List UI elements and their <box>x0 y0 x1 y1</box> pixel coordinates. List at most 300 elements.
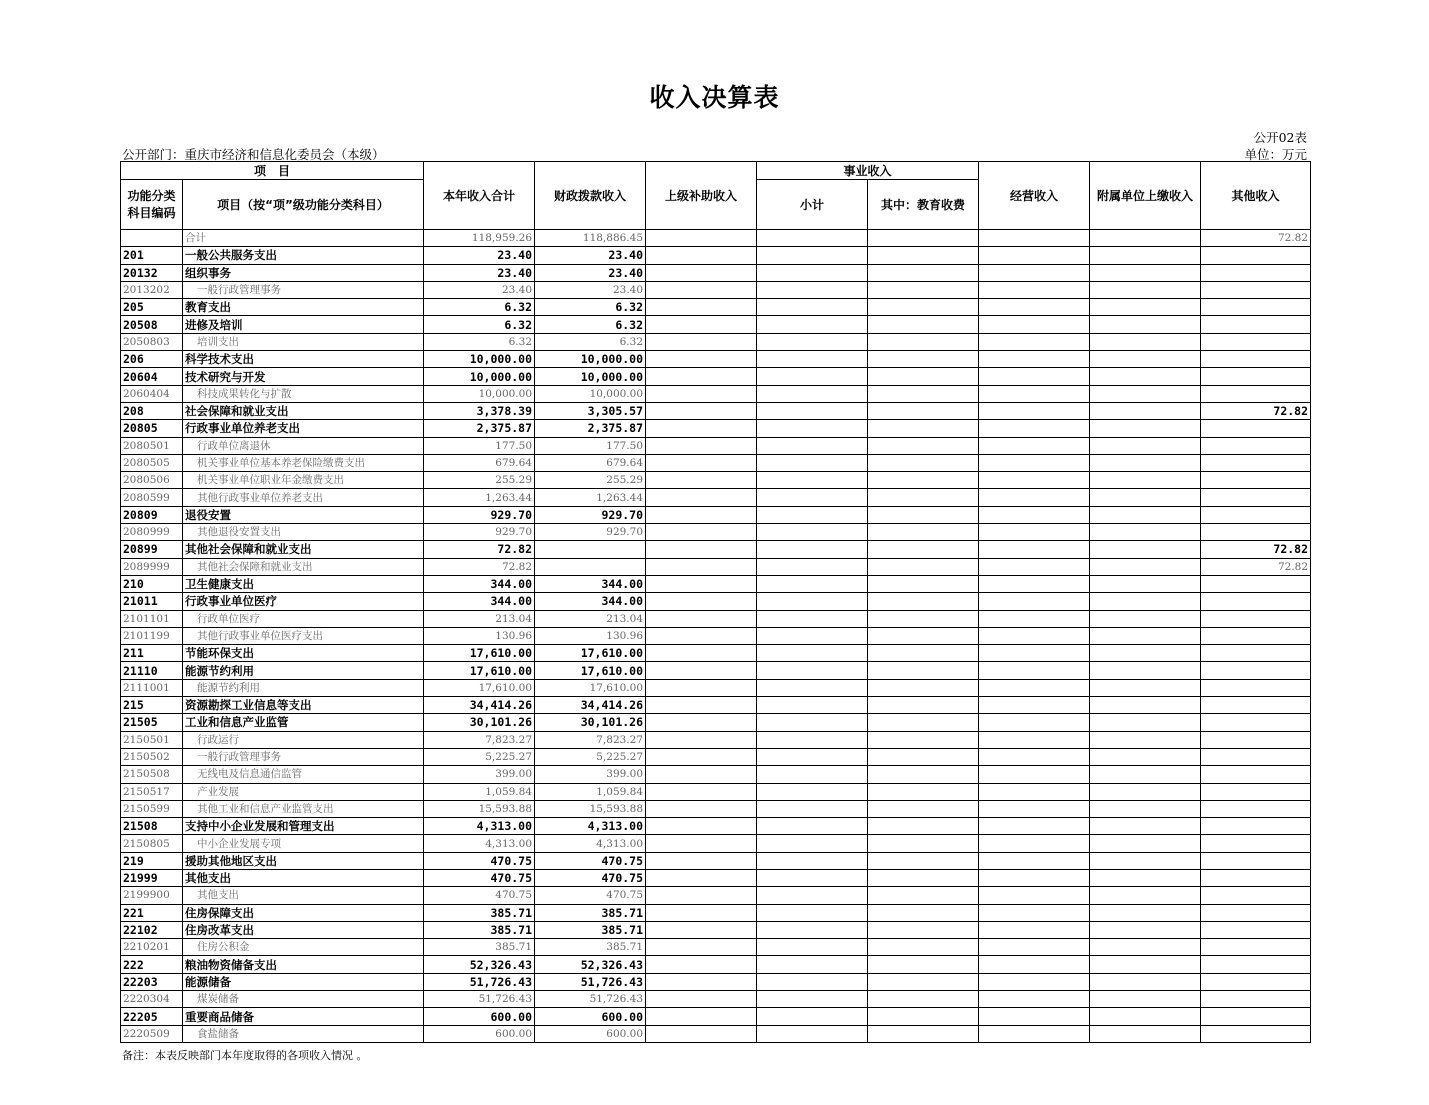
row-affiliated <box>1090 506 1201 523</box>
row-affiliated <box>1090 800 1201 817</box>
table-row <box>121 610 1311 627</box>
row-name: 行政事业单位医疗 <box>183 593 424 610</box>
row-fiscal: 17,610.00 <box>535 662 646 679</box>
table-row <box>121 939 1311 956</box>
row-superior <box>646 869 757 886</box>
row-code: 2150517 <box>121 783 183 800</box>
row-business <box>979 230 1090 247</box>
row-shiye-subtotal <box>757 230 868 247</box>
row-name: 援助其他地区支出 <box>183 852 424 869</box>
row-affiliated <box>1090 385 1201 402</box>
row-total: 385.71 <box>424 921 535 938</box>
row-fiscal: 6.32 <box>535 299 646 316</box>
row-affiliated <box>1090 610 1201 627</box>
row-business <box>979 610 1090 627</box>
row-business <box>979 558 1090 575</box>
row-other <box>1201 316 1311 333</box>
row-total: 344.00 <box>424 593 535 610</box>
table-row <box>121 247 1311 264</box>
row-fiscal: 23.40 <box>535 264 646 281</box>
row-business <box>979 818 1090 835</box>
row-other <box>1201 800 1311 817</box>
row-edu <box>868 420 979 437</box>
row-fiscal: 130.96 <box>535 627 646 644</box>
row-other <box>1201 368 1311 385</box>
table-row <box>121 921 1311 938</box>
table-body <box>121 230 1311 1043</box>
row-business <box>979 420 1090 437</box>
table-row <box>121 991 1311 1008</box>
row-name: 能源节约利用 <box>183 679 424 696</box>
row-affiliated <box>1090 627 1201 644</box>
page-title: 收入决算表 <box>649 83 780 112</box>
table-row <box>121 627 1311 644</box>
row-affiliated <box>1090 402 1201 419</box>
row-code: 211 <box>121 645 183 662</box>
row-total: 470.75 <box>424 852 535 869</box>
header-fiscal: 财政拨款收入 <box>535 162 646 230</box>
row-edu <box>868 281 979 298</box>
row-name: 培训支出 <box>183 333 424 350</box>
row-name: 支持中小企业发展和管理支出 <box>183 818 424 835</box>
row-business <box>979 835 1090 852</box>
row-business <box>979 385 1090 402</box>
row-business <box>979 316 1090 333</box>
row-code: 219 <box>121 852 183 869</box>
row-fiscal: 4,313.00 <box>535 818 646 835</box>
header-code: 功能分类科目编码 <box>121 180 183 230</box>
row-code: 21999 <box>121 869 183 886</box>
row-shiye-subtotal <box>757 748 868 765</box>
row-other <box>1201 731 1311 748</box>
row-name: 住房公积金 <box>183 939 424 956</box>
table-row <box>121 731 1311 748</box>
header-subtotal: 小计 <box>757 180 868 230</box>
row-other <box>1201 472 1311 489</box>
row-superior <box>646 316 757 333</box>
row-superior <box>646 973 757 990</box>
row-business <box>979 748 1090 765</box>
row-other <box>1201 714 1311 731</box>
row-edu <box>868 299 979 316</box>
row-fiscal: 52,326.43 <box>535 956 646 973</box>
row-name: 教育支出 <box>183 299 424 316</box>
row-edu <box>868 506 979 523</box>
row-shiye-subtotal <box>757 679 868 696</box>
row-fiscal: 15,593.88 <box>535 800 646 817</box>
row-name: 其他社会保障和就业支出 <box>183 541 424 558</box>
row-other <box>1201 247 1311 264</box>
row-other <box>1201 351 1311 368</box>
row-code: 2101199 <box>121 627 183 644</box>
row-fiscal: 118,886.45 <box>535 230 646 247</box>
row-shiye-subtotal <box>757 506 868 523</box>
row-superior <box>646 281 757 298</box>
row-other <box>1201 627 1311 644</box>
row-fiscal: 1,263.44 <box>535 489 646 506</box>
row-affiliated <box>1090 939 1201 956</box>
row-fiscal: 385.71 <box>535 921 646 938</box>
table-row <box>121 541 1311 558</box>
row-affiliated <box>1090 575 1201 592</box>
row-superior <box>646 541 757 558</box>
row-fiscal: 3,305.57 <box>535 402 646 419</box>
row-shiye-subtotal <box>757 489 868 506</box>
row-superior <box>646 956 757 973</box>
row-fiscal: 470.75 <box>535 852 646 869</box>
row-edu <box>868 385 979 402</box>
table-row <box>121 1008 1311 1025</box>
row-business <box>979 869 1090 886</box>
row-business <box>979 904 1090 921</box>
row-code: 20604 <box>121 368 183 385</box>
row-other <box>1201 662 1311 679</box>
row-affiliated <box>1090 368 1201 385</box>
row-total: 34,414.26 <box>424 697 535 714</box>
row-fiscal: 6.32 <box>535 316 646 333</box>
row-affiliated <box>1090 973 1201 990</box>
row-business <box>979 489 1090 506</box>
row-fiscal: 385.71 <box>535 904 646 921</box>
row-affiliated <box>1090 489 1201 506</box>
row-affiliated <box>1090 869 1201 886</box>
row-business <box>979 264 1090 281</box>
row-fiscal: 1,059.84 <box>535 783 646 800</box>
row-name: 进修及培训 <box>183 316 424 333</box>
row-total: 10,000.00 <box>424 351 535 368</box>
row-total: 385.71 <box>424 939 535 956</box>
row-code: 2080506 <box>121 472 183 489</box>
row-total: 213.04 <box>424 610 535 627</box>
row-superior <box>646 575 757 592</box>
row-code: 20809 <box>121 506 183 523</box>
row-edu <box>868 454 979 471</box>
row-code: 2080599 <box>121 489 183 506</box>
row-shiye-subtotal <box>757 852 868 869</box>
row-code: 2150501 <box>121 731 183 748</box>
row-total: 4,313.00 <box>424 835 535 852</box>
row-business <box>979 973 1090 990</box>
row-superior <box>646 385 757 402</box>
row-affiliated <box>1090 247 1201 264</box>
row-business <box>979 645 1090 662</box>
row-total: 7,823.27 <box>424 731 535 748</box>
row-affiliated <box>1090 766 1201 783</box>
row-business <box>979 454 1090 471</box>
row-total: 15,593.88 <box>424 800 535 817</box>
row-edu <box>868 472 979 489</box>
row-business <box>979 299 1090 316</box>
row-name: 其他行政事业单位医疗支出 <box>183 627 424 644</box>
row-shiye-subtotal <box>757 973 868 990</box>
row-other <box>1201 887 1311 904</box>
row-affiliated <box>1090 697 1201 714</box>
row-other <box>1201 1008 1311 1025</box>
row-superior <box>646 748 757 765</box>
row-total: 6.32 <box>424 333 535 350</box>
row-superior <box>646 731 757 748</box>
table-row <box>121 281 1311 298</box>
row-business <box>979 281 1090 298</box>
table-row <box>121 869 1311 886</box>
row-superior <box>646 593 757 610</box>
row-superior <box>646 247 757 264</box>
row-edu <box>868 973 979 990</box>
row-code: 21110 <box>121 662 183 679</box>
row-edu <box>868 610 979 627</box>
row-fiscal <box>535 541 646 558</box>
row-other <box>1201 264 1311 281</box>
row-total: 17,610.00 <box>424 645 535 662</box>
table-row <box>121 818 1311 835</box>
row-code: 21011 <box>121 593 183 610</box>
row-shiye-subtotal <box>757 1008 868 1025</box>
row-other: 72.82 <box>1201 230 1311 247</box>
footnote: 备注：本表反映部门本年度取得的各项收入情况 。 <box>122 1049 368 1062</box>
row-code: 2199900 <box>121 887 183 904</box>
row-name: 一般行政管理事务 <box>183 748 424 765</box>
row-affiliated <box>1090 299 1201 316</box>
row-total: 51,726.43 <box>424 973 535 990</box>
row-affiliated <box>1090 1025 1201 1042</box>
row-superior <box>646 645 757 662</box>
row-business <box>979 575 1090 592</box>
row-shiye-subtotal <box>757 783 868 800</box>
row-shiye-subtotal <box>757 645 868 662</box>
row-name: 科技成果转化与扩散 <box>183 385 424 402</box>
row-fiscal: 177.50 <box>535 437 646 454</box>
row-other <box>1201 1025 1311 1042</box>
row-fiscal: 51,726.43 <box>535 973 646 990</box>
row-code: 205 <box>121 299 183 316</box>
department-label: 公开部门：重庆市经济和信息化委员会（本级） <box>122 147 385 162</box>
row-other <box>1201 385 1311 402</box>
row-affiliated <box>1090 714 1201 731</box>
row-name: 组织事务 <box>183 264 424 281</box>
row-business <box>979 351 1090 368</box>
row-business <box>979 697 1090 714</box>
row-total: 118,959.26 <box>424 230 535 247</box>
row-affiliated <box>1090 887 1201 904</box>
row-total: 470.75 <box>424 887 535 904</box>
row-name: 一般公共服务支出 <box>183 247 424 264</box>
row-shiye-subtotal <box>757 437 868 454</box>
row-name: 卫生健康支出 <box>183 575 424 592</box>
row-superior <box>646 852 757 869</box>
row-affiliated <box>1090 541 1201 558</box>
row-code: 2150599 <box>121 800 183 817</box>
row-other: 72.82 <box>1201 541 1311 558</box>
row-code: 2111001 <box>121 679 183 696</box>
row-fiscal: 600.00 <box>535 1025 646 1042</box>
row-other <box>1201 679 1311 696</box>
row-superior <box>646 472 757 489</box>
row-shiye-subtotal <box>757 818 868 835</box>
row-fiscal: 10,000.00 <box>535 368 646 385</box>
form-number: 公开02表 <box>1253 130 1307 145</box>
row-total: 470.75 <box>424 869 535 886</box>
row-other <box>1201 835 1311 852</box>
row-other <box>1201 420 1311 437</box>
row-name: 退役安置 <box>183 506 424 523</box>
row-other <box>1201 593 1311 610</box>
row-code: 22102 <box>121 921 183 938</box>
row-code <box>121 230 183 247</box>
row-affiliated <box>1090 437 1201 454</box>
row-edu <box>868 247 979 264</box>
row-superior <box>646 627 757 644</box>
table-row <box>121 766 1311 783</box>
row-code: 2013202 <box>121 281 183 298</box>
row-total: 52,326.43 <box>424 956 535 973</box>
row-superior <box>646 714 757 731</box>
row-fiscal: 470.75 <box>535 887 646 904</box>
row-edu <box>868 679 979 696</box>
row-name: 无线电及信息通信监管 <box>183 766 424 783</box>
row-name: 工业和信息产业监管 <box>183 714 424 731</box>
row-name: 行政事业单位养老支出 <box>183 420 424 437</box>
row-fiscal: 30,101.26 <box>535 714 646 731</box>
row-shiye-subtotal <box>757 627 868 644</box>
row-affiliated <box>1090 593 1201 610</box>
table-row <box>121 662 1311 679</box>
row-shiye-subtotal <box>757 610 868 627</box>
row-other <box>1201 524 1311 541</box>
row-shiye-subtotal <box>757 835 868 852</box>
row-name: 社会保障和就业支出 <box>183 402 424 419</box>
row-business <box>979 852 1090 869</box>
row-code: 22205 <box>121 1008 183 1025</box>
row-other <box>1201 939 1311 956</box>
row-shiye-subtotal <box>757 472 868 489</box>
row-total: 255.29 <box>424 472 535 489</box>
row-shiye-subtotal <box>757 1025 868 1042</box>
row-affiliated <box>1090 558 1201 575</box>
row-code: 2060404 <box>121 385 183 402</box>
row-edu <box>868 939 979 956</box>
row-edu <box>868 921 979 938</box>
row-edu <box>868 645 979 662</box>
row-name: 住房改革支出 <box>183 921 424 938</box>
row-superior <box>646 333 757 350</box>
row-other <box>1201 904 1311 921</box>
row-name: 粮油物资储备支出 <box>183 956 424 973</box>
row-business <box>979 679 1090 696</box>
row-name: 科学技术支出 <box>183 351 424 368</box>
table-row <box>121 420 1311 437</box>
row-affiliated <box>1090 230 1201 247</box>
row-total: 72.82 <box>424 541 535 558</box>
row-affiliated <box>1090 472 1201 489</box>
row-name: 行政单位医疗 <box>183 610 424 627</box>
row-fiscal: 2,375.87 <box>535 420 646 437</box>
row-code: 2150805 <box>121 835 183 852</box>
row-total: 929.70 <box>424 506 535 523</box>
row-affiliated <box>1090 316 1201 333</box>
row-code: 21508 <box>121 818 183 835</box>
row-shiye-subtotal <box>757 731 868 748</box>
row-name: 煤炭储备 <box>183 991 424 1008</box>
row-name: 中小企业发展专项 <box>183 835 424 852</box>
row-business <box>979 766 1090 783</box>
row-fiscal: 5,225.27 <box>535 748 646 765</box>
row-superior <box>646 835 757 852</box>
row-superior <box>646 506 757 523</box>
row-edu <box>868 662 979 679</box>
table-row <box>121 645 1311 662</box>
row-superior <box>646 662 757 679</box>
row-affiliated <box>1090 835 1201 852</box>
table-row <box>121 489 1311 506</box>
row-edu <box>868 991 979 1008</box>
header-item: 项 目 <box>121 162 424 180</box>
row-code: 2150508 <box>121 766 183 783</box>
row-shiye-subtotal <box>757 264 868 281</box>
row-shiye-subtotal <box>757 385 868 402</box>
row-affiliated <box>1090 333 1201 350</box>
row-superior <box>646 368 757 385</box>
row-total: 23.40 <box>424 247 535 264</box>
row-shiye-subtotal <box>757 420 868 437</box>
row-total: 399.00 <box>424 766 535 783</box>
row-affiliated <box>1090 731 1201 748</box>
table-row <box>121 230 1311 247</box>
row-affiliated <box>1090 454 1201 471</box>
table-row <box>121 575 1311 592</box>
row-name: 资源勘探工业信息等支出 <box>183 697 424 714</box>
row-total: 6.32 <box>424 316 535 333</box>
row-total: 1,059.84 <box>424 783 535 800</box>
row-other <box>1201 921 1311 938</box>
row-total: 600.00 <box>424 1008 535 1025</box>
row-total: 600.00 <box>424 1025 535 1042</box>
row-code: 20132 <box>121 264 183 281</box>
table-row <box>121 852 1311 869</box>
row-code: 22203 <box>121 973 183 990</box>
row-shiye-subtotal <box>757 921 868 938</box>
row-superior <box>646 766 757 783</box>
row-other <box>1201 437 1311 454</box>
row-other <box>1201 783 1311 800</box>
row-shiye-subtotal <box>757 800 868 817</box>
row-business <box>979 887 1090 904</box>
row-other <box>1201 973 1311 990</box>
row-business <box>979 991 1090 1008</box>
row-name: 其他支出 <box>183 869 424 886</box>
row-affiliated <box>1090 748 1201 765</box>
row-shiye-subtotal <box>757 454 868 471</box>
row-shiye-subtotal <box>757 887 868 904</box>
table-row <box>121 454 1311 471</box>
row-code: 20508 <box>121 316 183 333</box>
row-fiscal: 4,313.00 <box>535 835 646 852</box>
row-total: 2,375.87 <box>424 420 535 437</box>
row-business <box>979 402 1090 419</box>
table-row <box>121 783 1311 800</box>
row-superior <box>646 697 757 714</box>
row-other <box>1201 956 1311 973</box>
row-business <box>979 524 1090 541</box>
row-shiye-subtotal <box>757 991 868 1008</box>
row-shiye-subtotal <box>757 558 868 575</box>
row-edu <box>868 230 979 247</box>
row-business <box>979 921 1090 938</box>
row-code: 221 <box>121 904 183 921</box>
row-code: 2150502 <box>121 748 183 765</box>
row-other <box>1201 645 1311 662</box>
row-total: 3,378.39 <box>424 402 535 419</box>
row-name: 其他社会保障和就业支出 <box>183 558 424 575</box>
